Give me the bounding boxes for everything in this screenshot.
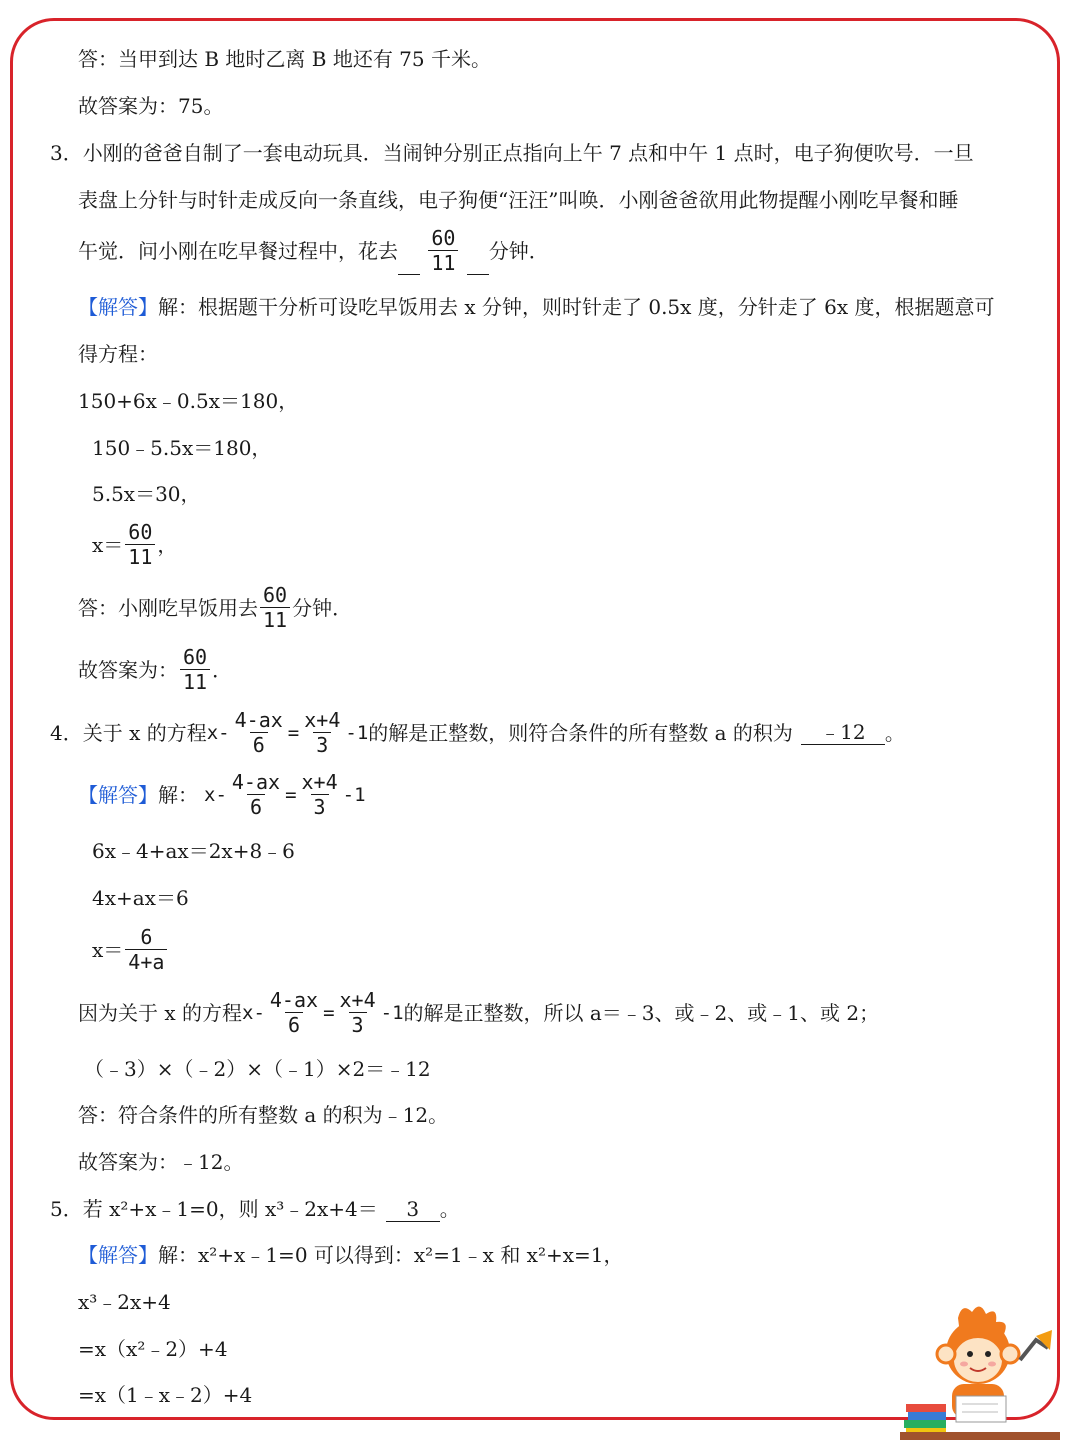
solution-4-because: 因为关于 x 的方程 x- $\frac{4-ax}{6}$ = $\frac{x+4}{3}$ -1 的解是正整数，所以 a＝﹣3、或﹣2、或﹣1、或 2；: [78, 988, 880, 1037]
answer-blank-q4: ﹣12: [801, 720, 885, 745]
solution-3-line-1: 【解答】 解：根据题干分析可设吃早饭用去 x 分钟，则时针走了 0.5x 度，分针走了 6x 度，根据题意可: [78, 295, 995, 319]
product-line: （﹣3）×（﹣2）×（﹣1）×2＝﹣12: [84, 1057, 431, 1081]
equation-5-2: =x（x²﹣2）+4: [78, 1337, 228, 1361]
equation-4-3: x＝ $\frac{6}{4+a}$: [92, 925, 169, 974]
equation-4-1: 6x﹣4+ax＝2x+8﹣6: [92, 839, 295, 863]
answer-line-q4: 答：符合条件的所有整数 a 的积为﹣12。: [78, 1103, 449, 1127]
question-3-line-2: 表盘上分针与时针走成反向一条直线，电子狗便“汪汪”叫唤．小刚爸爸欲用此物提醒小刚吃早餐和睡: [78, 188, 959, 212]
equation-3-4: x＝ $\frac{60}{11}$ ，: [92, 520, 178, 569]
final-answer-q4: 故答案为：﹣12。: [78, 1150, 244, 1174]
equation-3-3: 5.5x＝30，: [92, 482, 201, 506]
question-3-line-1: 3． 小刚的爸爸自制了一套电动玩具．当闹钟分别正点指向上午 7 点和中午 1 点时，电子狗便吹号．一旦: [50, 141, 974, 165]
answer-line-q3: 答：小刚吃早饭用去 $\frac{60}{11}$ 分钟．: [78, 583, 353, 632]
jieda-tag: 【解答】: [78, 295, 158, 319]
question-3-line-3: 午觉．问小刚在吃早餐过程中，花去 $\frac{60}{11}$ 分钟．: [78, 226, 549, 275]
equation-3-2: 150﹣5.5x＝180，: [92, 436, 272, 460]
final-answer-q2: 故答案为：75。: [78, 94, 224, 118]
equation-3-1: 150+6x﹣0.5x＝180，: [78, 389, 299, 413]
answer-blank-q5: 3: [386, 1197, 440, 1222]
solution-5-line-1: 【解答】 解：x²+x﹣1=0 可以得到：x²=1﹣x 和 x²+x=1，: [78, 1243, 624, 1267]
answer-line-q2: 答：当甲到达 B 地时乙离 B 地还有 75 千米。: [78, 47, 491, 71]
monkey-mascot-icon: [900, 1300, 1060, 1440]
question-4: 4． 关于 x 的方程 x- $\frac{4-ax}{6}$ = $\frac{x+4}{3}$ -1 的解是正整数，则符合条件的所有整数 a 的积为 ﹣12 。: [50, 708, 905, 757]
solution-3-line-2: 得方程：: [78, 342, 158, 366]
question-5: 5． 若 x²+x﹣1=0，则 x³﹣2x+4＝ 3 。: [50, 1196, 460, 1221]
equation-5-3: =x（1﹣x﹣2）+4: [78, 1383, 253, 1407]
final-answer-q3: 故答案为： $\frac{60}{11}$ ．: [78, 645, 233, 694]
equation-4-2: 4x+ax＝6: [92, 886, 189, 910]
fraction-60-11: $\frac{60}{11}$: [428, 226, 458, 275]
solution-4-line-1: 【解答】 解： x- $\frac{4-ax}{6}$ = $\frac{x+4}{3}$ -1: [78, 770, 366, 819]
equation-5-1: x³﹣2x+4: [78, 1290, 171, 1314]
